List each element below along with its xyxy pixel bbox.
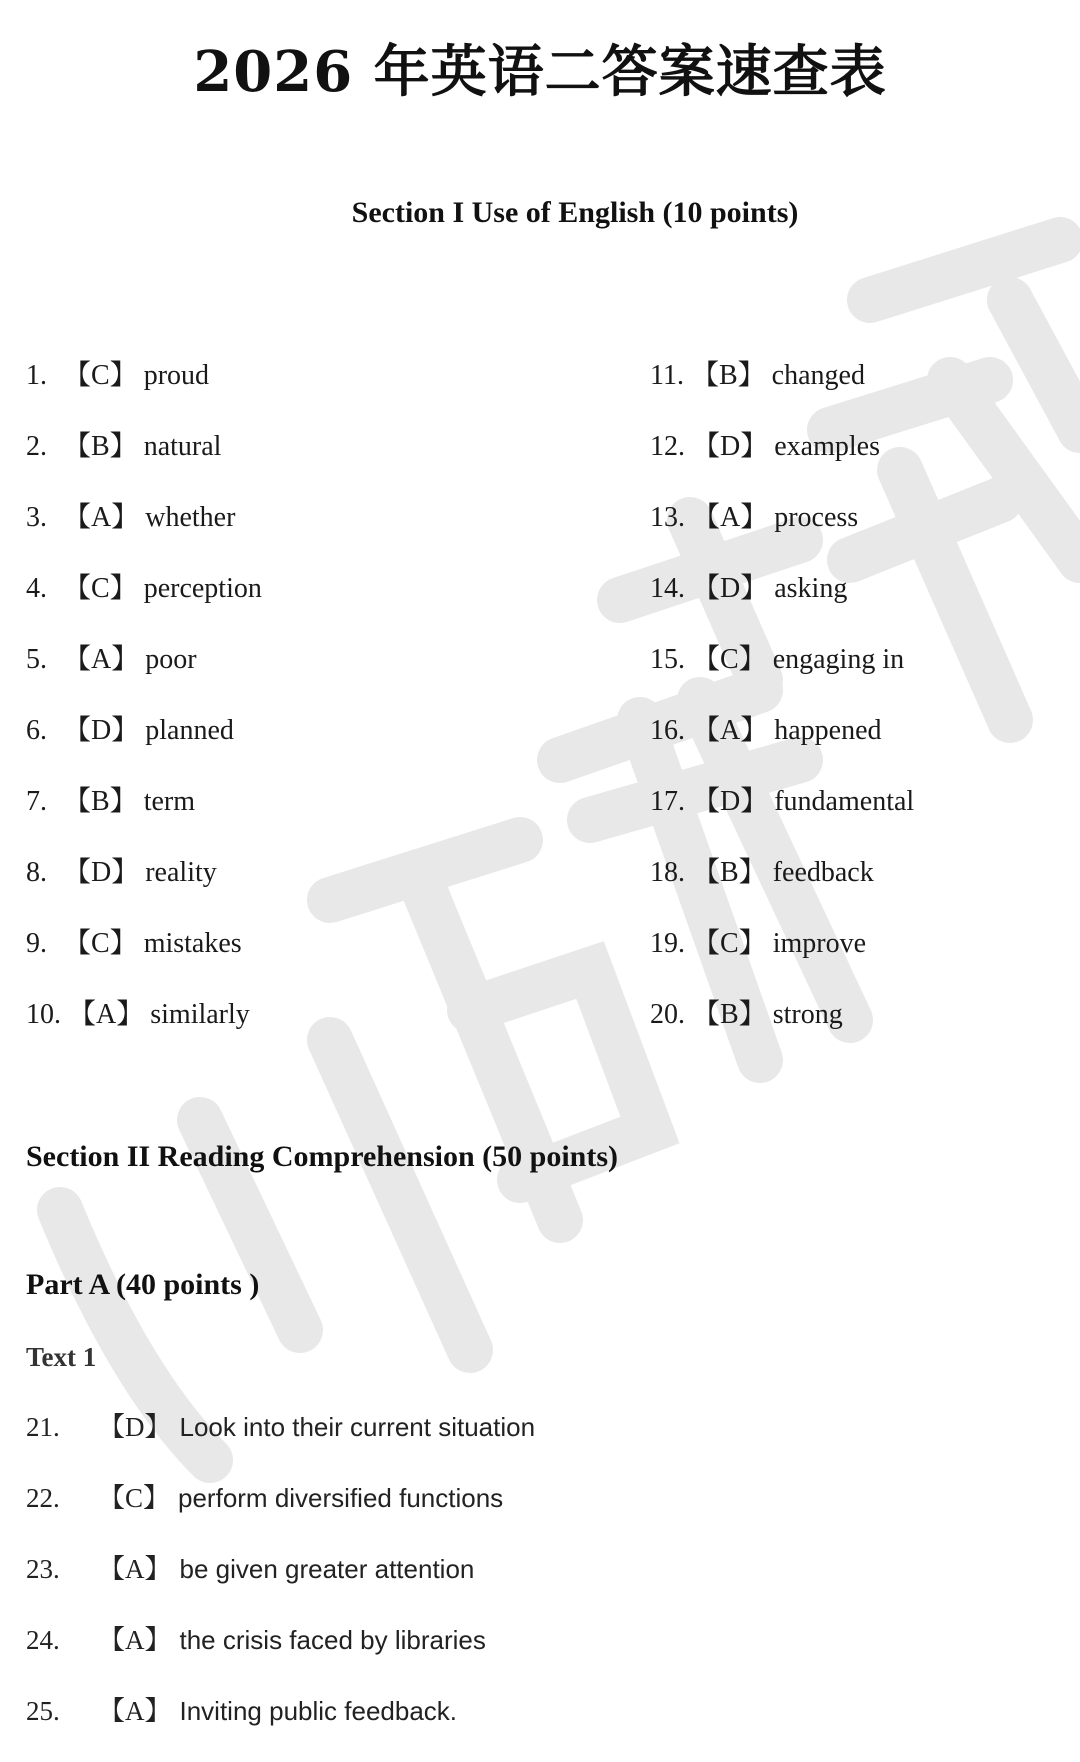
- section2-title: Section II Reading Comprehension (50 points): [26, 1140, 619, 1173]
- answer-number: 11.: [650, 360, 684, 391]
- answer-option: 【D】: [692, 786, 769, 817]
- section1-answers-right: [650, 356, 914, 1066]
- answer-word: feedback: [772, 857, 874, 888]
- answer-item: [650, 427, 914, 498]
- answer-word: perception: [143, 573, 262, 604]
- answer-option: 【D】: [692, 573, 769, 604]
- answer-word: engaging in: [772, 644, 905, 675]
- answer-number: 12.: [650, 431, 685, 462]
- answer-word: improve: [772, 928, 866, 959]
- answer-number: 3.: [26, 502, 47, 533]
- answer-word: asking: [774, 573, 848, 604]
- answer-option: 【B】: [690, 360, 766, 391]
- reading-answer-item: [26, 1478, 535, 1549]
- answer-word: changed: [771, 360, 865, 391]
- answer-word: natural: [143, 431, 222, 462]
- section1-answers-left: [26, 356, 262, 1066]
- answer-number: 6.: [26, 715, 47, 746]
- answer-word: term: [143, 786, 195, 817]
- answer-number: 13.: [650, 502, 685, 533]
- reading-answers: [26, 1407, 535, 1762]
- answer-number: 25.: [26, 1696, 60, 1726]
- answer-item: [26, 427, 262, 498]
- answer-item: [650, 640, 914, 711]
- answer-number: 21.: [26, 1412, 60, 1442]
- reading-answer-item: [26, 1549, 535, 1620]
- answer-option: 【C】: [63, 360, 138, 391]
- answer-word: fundamental: [774, 786, 915, 817]
- answer-text: Look into their current situation: [179, 1412, 536, 1442]
- answer-number: 8.: [26, 857, 47, 888]
- answer-option: 【B】: [692, 857, 767, 888]
- answer-word: process: [774, 502, 859, 533]
- answer-number: 4.: [26, 573, 47, 604]
- answer-number: 2.: [26, 431, 47, 462]
- answer-item: [26, 853, 262, 924]
- text1-title: Text 1: [26, 1342, 97, 1372]
- answer-number: 22.: [26, 1483, 60, 1513]
- answer-item: [26, 995, 262, 1066]
- answer-option: 【C】: [692, 928, 767, 959]
- answer-option: 【B】: [63, 431, 138, 462]
- answer-number: 10.: [26, 999, 61, 1030]
- answer-option: 【A】: [692, 715, 769, 746]
- answer-item: [26, 569, 262, 640]
- section1-title: Section I Use of English (10 points): [351, 196, 799, 229]
- answer-option: 【C】: [692, 644, 767, 675]
- answer-number: 1.: [26, 360, 47, 391]
- answer-item: [26, 711, 262, 782]
- answer-number: 16.: [650, 715, 685, 746]
- answer-text: be given greater attention: [179, 1554, 475, 1584]
- answer-number: 20.: [650, 999, 685, 1030]
- answer-item: [26, 640, 262, 711]
- answer-option: 【A】: [68, 999, 145, 1030]
- answer-text: the crisis faced by libraries: [179, 1625, 486, 1655]
- answer-option: 【D】: [63, 715, 140, 746]
- answer-item: [650, 924, 914, 995]
- answer-option: 【B】: [63, 786, 138, 817]
- answer-word: strong: [772, 999, 843, 1030]
- answer-option: 【D】: [63, 857, 140, 888]
- answer-number: 7.: [26, 786, 47, 817]
- answer-number: 24.: [26, 1625, 60, 1655]
- answer-option: 【A】: [692, 502, 769, 533]
- answer-option: 【A】: [98, 1696, 172, 1726]
- reading-answer-item: [26, 1620, 535, 1691]
- answer-number: 14.: [650, 573, 685, 604]
- part-a-title: Part A (40 points ): [26, 1268, 260, 1301]
- answer-option: 【A】: [98, 1554, 172, 1584]
- answer-word: planned: [145, 715, 234, 746]
- answer-text: Inviting public feedback.: [179, 1696, 458, 1726]
- answer-option: 【A】: [63, 502, 140, 533]
- answer-option: 【A】: [63, 644, 140, 675]
- answer-number: 17.: [650, 786, 685, 817]
- answer-option: 【B】: [692, 999, 767, 1030]
- answer-word: happened: [774, 715, 882, 746]
- answer-item: [26, 498, 262, 569]
- answer-number: 19.: [650, 928, 685, 959]
- answer-item: [26, 924, 262, 995]
- answer-word: mistakes: [143, 928, 242, 959]
- answer-text: perform diversified functions: [178, 1483, 504, 1513]
- answer-number: 9.: [26, 928, 47, 959]
- answer-word: proud: [143, 360, 210, 391]
- answer-word: reality: [145, 857, 217, 888]
- answer-item: [650, 782, 914, 853]
- answer-item: [650, 356, 914, 427]
- answer-item: [650, 569, 914, 640]
- answer-item: [650, 995, 914, 1066]
- answer-option: 【D】: [692, 431, 769, 462]
- answer-option: 【C】: [98, 1483, 171, 1513]
- answer-option: 【C】: [63, 928, 138, 959]
- answer-option: 【C】: [63, 573, 138, 604]
- answer-item: [650, 711, 914, 782]
- answer-word: whether: [145, 502, 236, 533]
- reading-answer-item: [26, 1407, 535, 1478]
- answer-item: [26, 782, 262, 853]
- answer-option: 【D】: [98, 1412, 172, 1442]
- answer-number: 15.: [650, 644, 685, 675]
- answer-number: 5.: [26, 644, 47, 675]
- answer-number: 18.: [650, 857, 685, 888]
- answer-item: [650, 853, 914, 924]
- page-title: 2026 年英语二答案速查表: [193, 39, 887, 105]
- reading-answer-item: [26, 1691, 535, 1762]
- answer-item: [650, 498, 914, 569]
- answer-word: similarly: [150, 999, 250, 1030]
- answer-item: [26, 356, 262, 427]
- answer-word: examples: [774, 431, 880, 462]
- answer-word: poor: [145, 644, 197, 675]
- answer-option: 【A】: [98, 1625, 172, 1655]
- answer-number: 23.: [26, 1554, 60, 1584]
